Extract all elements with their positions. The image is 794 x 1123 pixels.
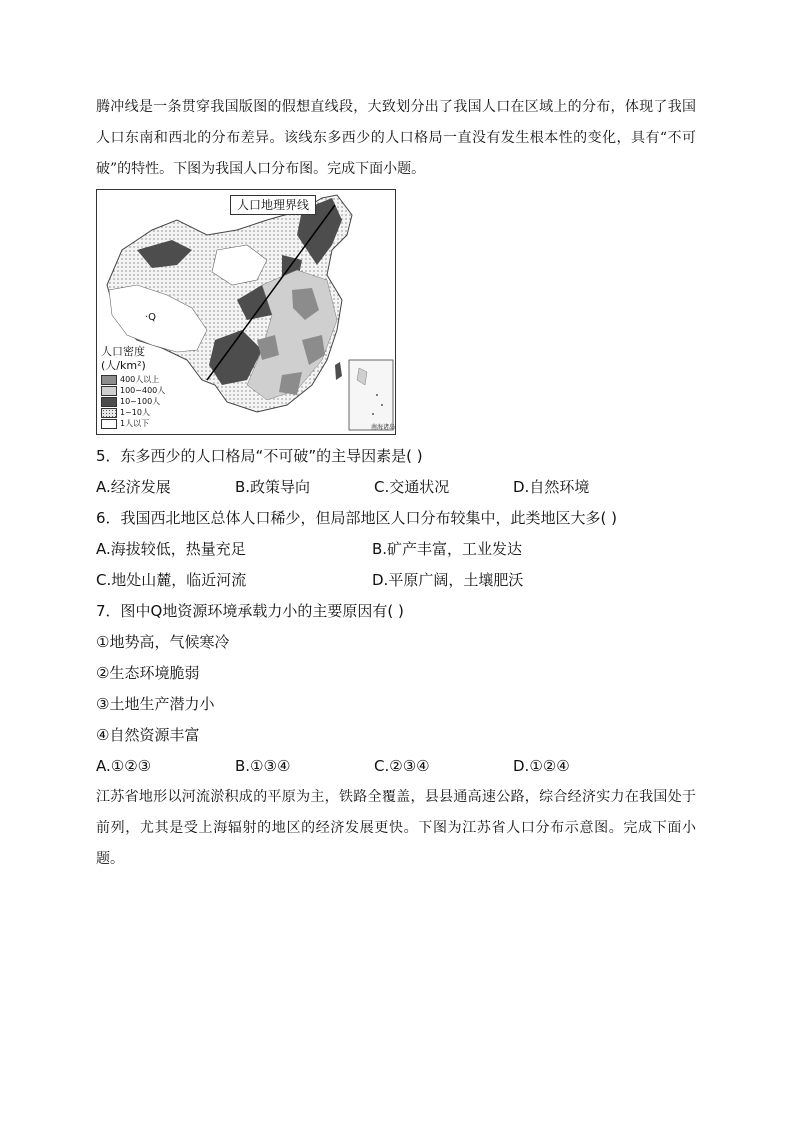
question-7-stem: 7．图中Q地资源环境承载力小的主要原因有( ) [96,602,404,620]
question-7-item: ①地势高，气候寒冷 [96,633,230,651]
option-a[interactable]: A.①②③ [96,757,152,775]
legend-label: 1~10人 [120,408,150,417]
map-legend [101,346,165,429]
option-c[interactable]: C.交通状况 [374,478,450,496]
option-d[interactable]: D.①②④ [513,757,570,775]
q-point-label: ·Q [145,312,157,323]
question-6-options-row-1 [96,534,696,565]
question-5-options [96,472,696,503]
south-china-sea-inset-label: 南海诸岛 [371,424,396,431]
question-7-options [96,751,696,782]
population-map [96,189,396,435]
option-d[interactable]: D.平原广阔，土壤肥沃 [372,571,524,589]
intro-paragraph-2: 江苏省地形以河流淤积成的平原为主，铁路全覆盖，县县通高速公路，综合经济实力在我国处于前列，尤其是受上海辐射的地区的经济发展更快。下图为江苏省人口分布示意图。完成下面小题。 [96,789,696,867]
legend-swatch [101,397,117,407]
legend-row [101,374,165,385]
exam-page [96,92,696,875]
question-6-stem: 6．我国西北地区总体人口稀少，但局部地区人口分布较集中，此类地区大多( ) [96,509,618,527]
question-7-item: ②生态环境脆弱 [96,664,200,682]
option-c[interactable]: C.地处山麓，临近河流 [96,571,247,589]
option-a[interactable]: A.经济发展 [96,478,171,496]
legend-label: 400人以上 [120,375,160,384]
question-6-options-row-2 [96,565,696,596]
legend-title: 人口密度 [101,345,145,358]
legend-row [101,385,165,396]
legend-label: 1人以下 [120,419,150,428]
option-b[interactable]: B.矿产丰富，工业发达 [372,540,523,558]
map-title: 人口地理界线 [230,195,316,215]
option-b[interactable]: B.政策导向 [235,478,311,496]
legend-swatch [101,375,117,385]
question-7-item: ④自然资源丰富 [96,726,200,744]
legend-swatch [101,386,117,396]
option-c[interactable]: C.②③④ [374,757,430,775]
question-7-item: ③土地生产潜力小 [96,695,215,713]
legend-row [101,407,165,418]
option-a[interactable]: A.海拔较低，热量充足 [96,540,246,558]
legend-row [101,418,165,429]
legend-unit: (人/km²) [101,359,146,372]
intro-paragraph-1: 腾冲线是一条贯穿我国版图的假想直线段，大致划分出了我国人口在区域上的分布，体现了我国人口东南和西北的分布差异。该线东多西少的人口格局一直没有发生根本性的变化，具有“不可破”的特性。下图为我国人口分布图。完成下面小题。 [96,99,696,177]
option-d[interactable]: D.自然环境 [513,478,590,496]
legend-label: 100~400人 [120,386,166,395]
legend-row [101,396,165,407]
legend-swatch [101,408,117,418]
question-5-stem: 5．东多西少的人口格局“不可破”的主导因素是( ) [96,447,423,465]
legend-swatch [101,419,117,429]
option-b[interactable]: B.①③④ [235,757,291,775]
legend-label: 10~100人 [120,397,161,406]
